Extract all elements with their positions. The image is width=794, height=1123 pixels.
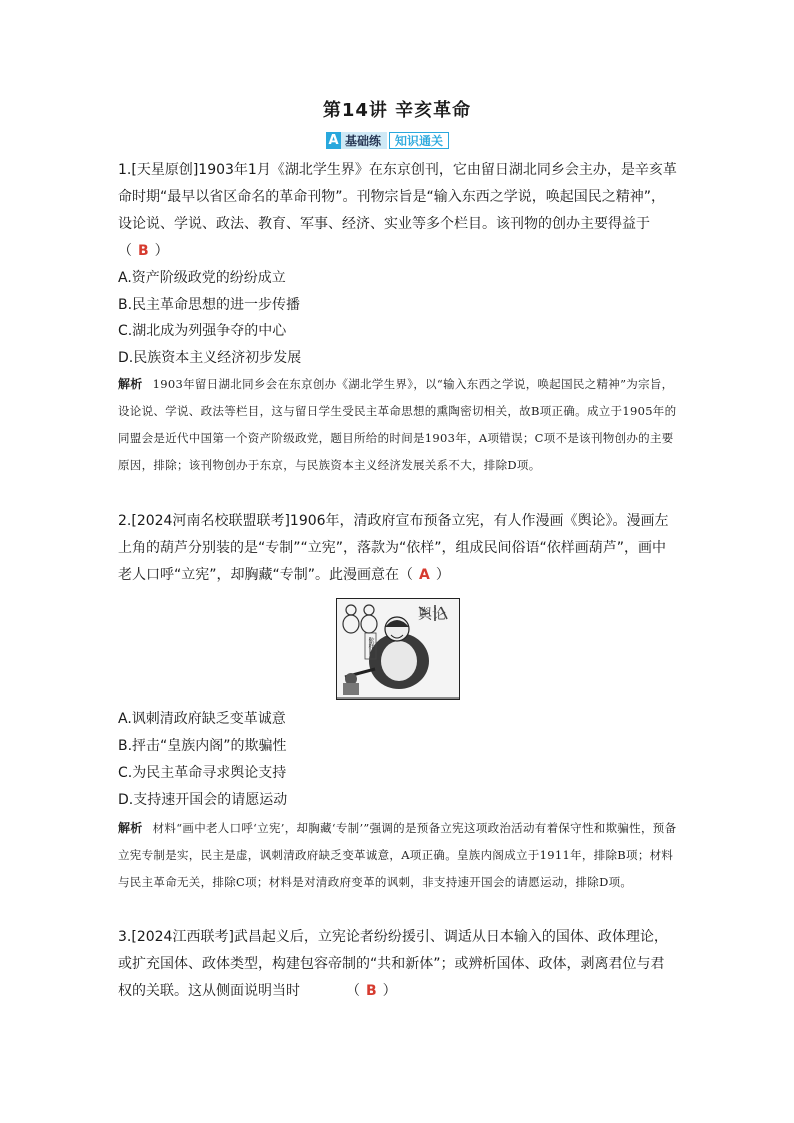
cartoon-title-text: 舆论 <box>418 607 446 623</box>
analysis-label: 解析 <box>118 821 143 835</box>
cartoon-drawing <box>337 599 459 699</box>
question-1-option-c: C.湖北成为列强争夺的中心 <box>118 323 287 339</box>
question-3-text: 3.[2024江西联考]武昌起义后，立宪论者纷纷援引、调适从日本输入的国体、政体理论，或扩充国体、政体类型，构建包容帝制的“共和新体”；或辨析国体、政体，剥离君位与君权的关联。这从侧面说明当时 <box>118 929 668 999</box>
question-3-paren-open: （ <box>346 983 360 999</box>
question-2-option-d: D.支持速开国会的请愿运动 <box>118 792 288 808</box>
question-2-option-a: A.讽刺清政府缺乏变革诚意 <box>118 711 286 727</box>
question-2-stem <box>118 508 678 589</box>
question-2-paren-close: ） <box>435 567 450 583</box>
question-2-option-c: C.为民主革命寻求舆论支持 <box>118 765 287 781</box>
badge-tag: 知识通关 <box>389 132 449 149</box>
question-1-paren-close: ） <box>154 243 169 259</box>
page-title: 第14讲 辛亥革命 <box>322 100 472 121</box>
question-3-paren-close: ） <box>382 983 397 999</box>
cartoon-image <box>336 598 460 700</box>
question-1-option-d: D.民族资本主义经济初步发展 <box>118 350 302 366</box>
question-2-analysis <box>118 815 678 896</box>
question-1-text: 1.[天星原创]1903年1月《湖北学生界》在东京创刊，它由留日湖北同乡会主办，是辛亥革命时期“最早以省区命名的革命刊物”。刊物宗旨是“输入东西之学说，唤起国民之精神”，设论说、学说、政法、教育、军事、经济、实业等多个栏目。该刊物的创办主要得益于（ <box>118 162 677 259</box>
question-2-option-b: B.抨击“皇族内阁”的欺骗性 <box>118 738 287 754</box>
question-3-answer: B <box>366 983 377 999</box>
question-2-answer: A <box>419 567 430 583</box>
question-1-analysis <box>118 371 678 479</box>
section-badge <box>326 132 449 149</box>
question-1-analysis-text: 1903年留日湖北同乡会在东京创办《湖北学生界》，以“输入东西之学说，唤起国民之精神”为宗旨，设论说、学说、政法等栏目，这与留日学生受民主革命思想的熏陶密切相关，故B项正确。成立于1905年的同盟会是近代中国第一个资产阶级政党，题目所给的时间是1903年，A项错误；C项不是该刊物创办的主要原因，排除；该刊物创办于东京，与民族资本主义经济发展关系不大，排除D项。 <box>118 377 677 472</box>
question-1-option-a: A.资产阶级政党的纷纷成立 <box>118 270 286 286</box>
analysis-label: 解析 <box>118 377 143 391</box>
question-1-option-b: B.民主革命思想的进一步传播 <box>118 297 301 313</box>
badge-name: 基础练 <box>341 132 387 149</box>
cartoon-caption-text: 依样 <box>367 637 374 649</box>
question-1-stem <box>118 157 678 265</box>
question-2-analysis-text: 材料“画中老人口呼‘立宪’，却胸藏‘专制’”强调的是预备立宪这项政治活动有着保守性和欺骗性，预备立宪专制是实，民主是虚，讽刺清政府缺乏变革诚意，A项正确。皇族内阁成立于1911年，排除B项；材料与民主革命无关，排除C项；材料是对清政府变革的讽刺，非支持速开国会的请愿运动，排除D项。 <box>118 821 677 889</box>
question-1-answer: B <box>138 243 149 259</box>
badge-letter: A <box>326 132 341 149</box>
question-2-text: 2.[2024河南名校联盟联考]1906年，清政府宣布预备立宪，有人作漫画《舆论》。漫画左上角的葫芦分别装的是“专制”“立宪”，落款为“依样”，组成民间俗语“依样画葫芦”，画中老人口呼“立宪”，却胸藏“专制”。此漫画意在（ <box>118 513 669 583</box>
question-3-stem <box>118 924 678 1005</box>
